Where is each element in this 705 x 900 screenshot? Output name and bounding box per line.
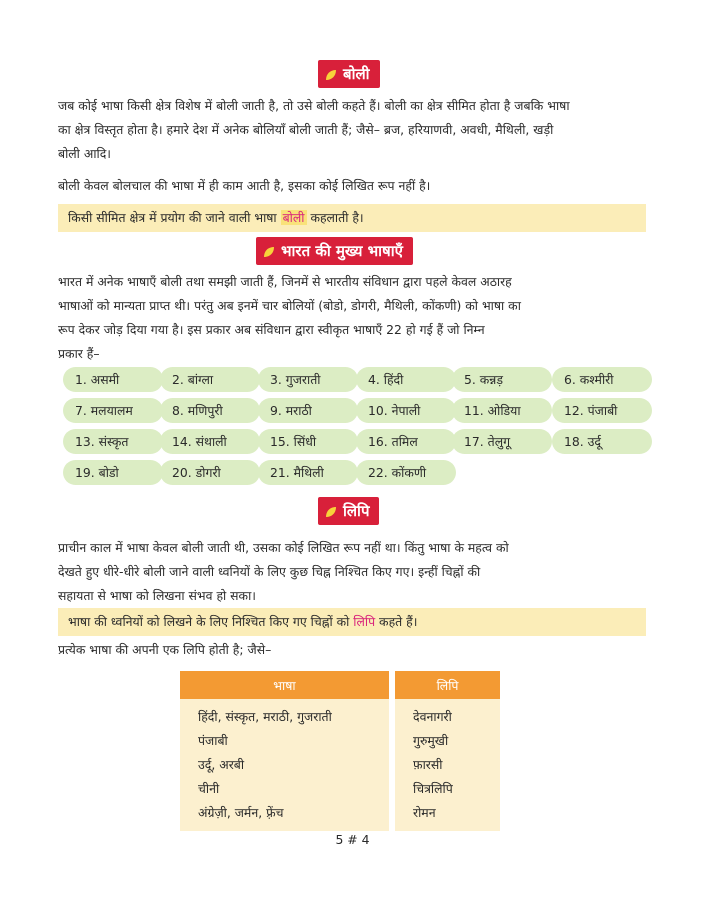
boli-paragraph-2: बोली केवल बोलचाल की भाषा में ही काम आती है, इसका कोई लिखित रूप नहीं है। <box>58 178 431 193</box>
language-item: 21. मैथिली <box>258 460 358 485</box>
leaf-icon <box>262 245 276 257</box>
table-cell: चीनी <box>198 781 220 796</box>
boli-para1-line-3: बोली आदि। <box>58 146 111 161</box>
script-table <box>180 671 500 831</box>
language-item: 4. हिंदी <box>356 367 456 392</box>
language-item: 5. कन्नड़ <box>452 367 552 392</box>
lipi-definition-term: लिपि <box>353 614 376 629</box>
language-item: 13. संस्कृत <box>63 429 163 454</box>
lipi-intro: प्रत्येक भाषा की अपनी एक लिपि होती है; जैसे– <box>58 642 272 657</box>
lipi-definition-post: कहते हैं। <box>375 614 418 629</box>
table-cell: अंग्रेज़ी, जर्मन, फ़्रेंच <box>198 805 284 820</box>
language-item: 7. मलयालम <box>63 398 163 423</box>
languages-para-line-1: भारत में अनेक भाषाएँ बोली तथा समझी जाती हैं, जिनमें से भारतीय संविधान द्वारा पहले केवल अठारह <box>58 274 512 289</box>
leaf-icon <box>324 505 338 517</box>
language-item: 2. बांग्ला <box>160 367 260 392</box>
table-cell: फ़ारसी <box>413 757 443 772</box>
lipi-para-line-2: देखते हुए धीरे-धीरे बोली जाने वाली ध्वनियों के लिए कुछ चिह्न निश्चित किए गए। इन्हीं चिह्नों की <box>58 564 481 579</box>
language-item: 3. गुजराती <box>258 367 358 392</box>
table-cell: हिंदी, संस्कृत, मराठी, गुजराती <box>198 709 332 724</box>
script-table-body <box>180 699 500 831</box>
table-cell: पंजाबी <box>198 733 228 748</box>
language-column <box>180 699 389 831</box>
boli-definition-term: बोली <box>282 210 305 225</box>
lipi-definition-pre: भाषा की ध्वनियों को लिखने के लिए निश्चित किए गए चिह्नों को <box>68 614 354 629</box>
language-item: 12. पंजाबी <box>552 398 652 423</box>
page-number: 5 # 4 <box>335 832 370 847</box>
boli-paragraph-1 <box>58 94 646 166</box>
lipi-definition-box <box>58 608 646 636</box>
language-item: 19. बोडो <box>63 460 163 485</box>
lipi-paragraph <box>58 536 646 608</box>
header-language: भाषा <box>180 671 389 699</box>
table-cell: देवनागरी <box>413 709 452 724</box>
language-item: 9. मराठी <box>258 398 358 423</box>
boli-para1-line-1: जब कोई भाषा किसी क्षेत्र विशेष में बोली जाती है, तो उसे बोली कहते हैं। बोली का क्षेत्र सीमित होता है जबकि भाषा <box>58 98 570 113</box>
table-cell: चित्रलिपि <box>413 781 453 796</box>
language-item: 6. कश्मीरी <box>552 367 652 392</box>
table-cell: गुरुमुखी <box>413 733 449 748</box>
script-table-header-row <box>180 671 500 699</box>
language-item: 16. तमिल <box>356 429 456 454</box>
language-item: 1. असमी <box>63 367 163 392</box>
boli-para1-line-2: का क्षेत्र विस्तृत होता है। हमारे देश में अनेक बोलियाँ बोली जाती हैं; जैसे– ब्रज, हरियाणवी, अवधी, मैथिली, खड़ी <box>58 122 554 137</box>
language-item: 10. नेपाली <box>356 398 456 423</box>
language-item: 8. मणिपुरी <box>160 398 260 423</box>
table-cell: रोमन <box>413 805 436 820</box>
boli-definition-post: कहलाती है। <box>306 210 364 225</box>
lipi-para-line-1: प्राचीन काल में भाषा केवल बोली जाती थी, उसका कोई लिखित रूप नहीं था। किंतु भाषा के महत्व को <box>58 540 509 555</box>
language-item: 15. सिंधी <box>258 429 358 454</box>
heading-languages <box>256 237 413 265</box>
language-item: 18. उर्दू <box>552 429 652 454</box>
language-item: 22. कोंकणी <box>356 460 456 485</box>
header-script: लिपि <box>395 671 500 699</box>
heading-languages-text: भारत की मुख्य भाषाएँ <box>281 242 403 260</box>
language-item: 11. ओडिया <box>452 398 552 423</box>
table-cell: उर्दू, अरबी <box>198 757 245 772</box>
languages-para-line-3: रूप देकर जोड़ दिया गया है। इस प्रकार अब संविधान द्वारा स्वीकृत भाषाएँ 22 हो गई हैं जो निम्न <box>58 322 485 337</box>
heading-lipi-text: लिपि <box>343 502 370 520</box>
heading-boli-text: बोली <box>343 65 370 83</box>
language-item: 17. तेलुगू <box>452 429 552 454</box>
language-item: 20. डोगरी <box>160 460 260 485</box>
languages-para-line-4: प्रकार हैं– <box>58 346 100 361</box>
boli-definition-pre: किसी सीमित क्षेत्र में प्रयोग की जाने वाली भाषा <box>68 210 281 225</box>
leaf-icon <box>324 68 338 80</box>
boli-definition-box <box>58 204 646 232</box>
lipi-para-line-3: सहायता से भाषा को लिखना संभव हो सका। <box>58 588 256 603</box>
languages-para-line-2: भाषाओं को मान्यता प्राप्त थी। परंतु अब इनमें चार बोलियों (बोडो, डोगरी, मैथिली, कोंकणी) को भाषा का <box>58 298 521 313</box>
script-column <box>395 699 500 831</box>
heading-lipi <box>318 497 379 525</box>
language-item: 14. संथाली <box>160 429 260 454</box>
heading-boli <box>318 60 380 88</box>
languages-paragraph <box>58 270 646 366</box>
